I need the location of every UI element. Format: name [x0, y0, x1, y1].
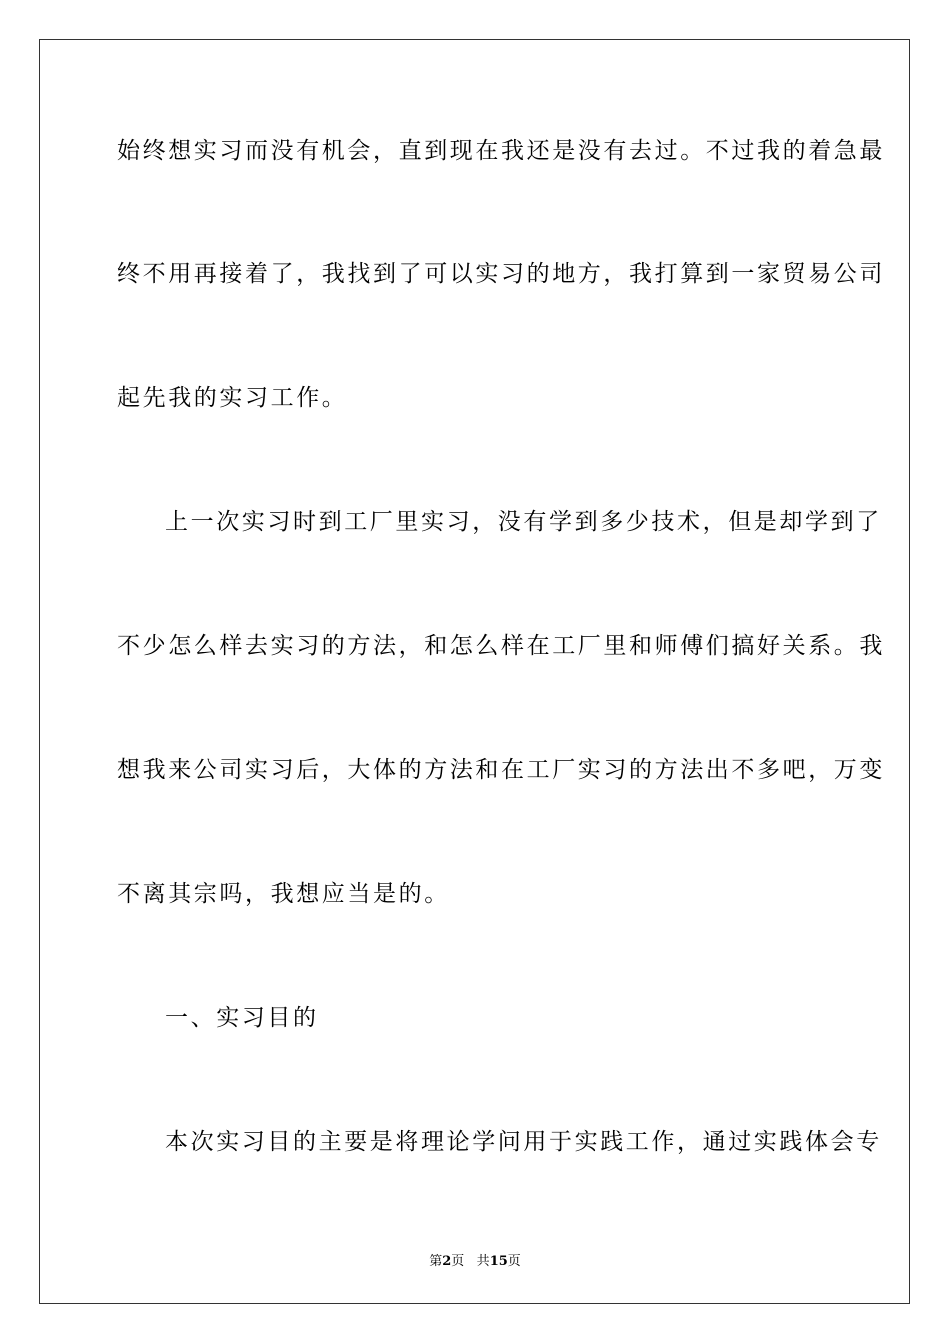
text-line: 起先我的实习工作。: [117, 385, 348, 411]
text-line: 始终想实习而没有机会，直到现在我还是没有去过。不过我的着急最: [117, 138, 885, 164]
footer-page-unit: 页: [451, 1254, 465, 1269]
text-line: 本次实习目的主要是将理论学问用于实践工作，通过实践体会专: [165, 1129, 882, 1155]
page-footer: [0, 1250, 950, 1269]
page-frame: [39, 39, 910, 1304]
footer-total-unit: 页: [507, 1254, 521, 1269]
text-line: 不离其宗吗，我想应当是的。: [117, 881, 450, 907]
text-line: 上一次实习时到工厂里实习，没有学到多少技术，但是却学到了: [165, 509, 882, 535]
text-line: 终不用再接着了，我找到了可以实习的地方，我打算到一家贸易公司: [117, 261, 885, 287]
text-line: 不少怎么样去实习的方法，和怎么样在工厂里和师傅们搞好关系。我: [117, 633, 885, 659]
footer-page-number: 2: [442, 1254, 452, 1269]
footer-total-prefix: 共: [476, 1254, 490, 1269]
text-line: 想我来公司实习后，大体的方法和在工厂实习的方法出不多吧，万变: [117, 757, 885, 783]
footer-total-pages: 15: [489, 1254, 508, 1269]
footer-prefix: 第: [429, 1254, 443, 1269]
section-heading: 一、实习目的: [165, 1005, 319, 1031]
